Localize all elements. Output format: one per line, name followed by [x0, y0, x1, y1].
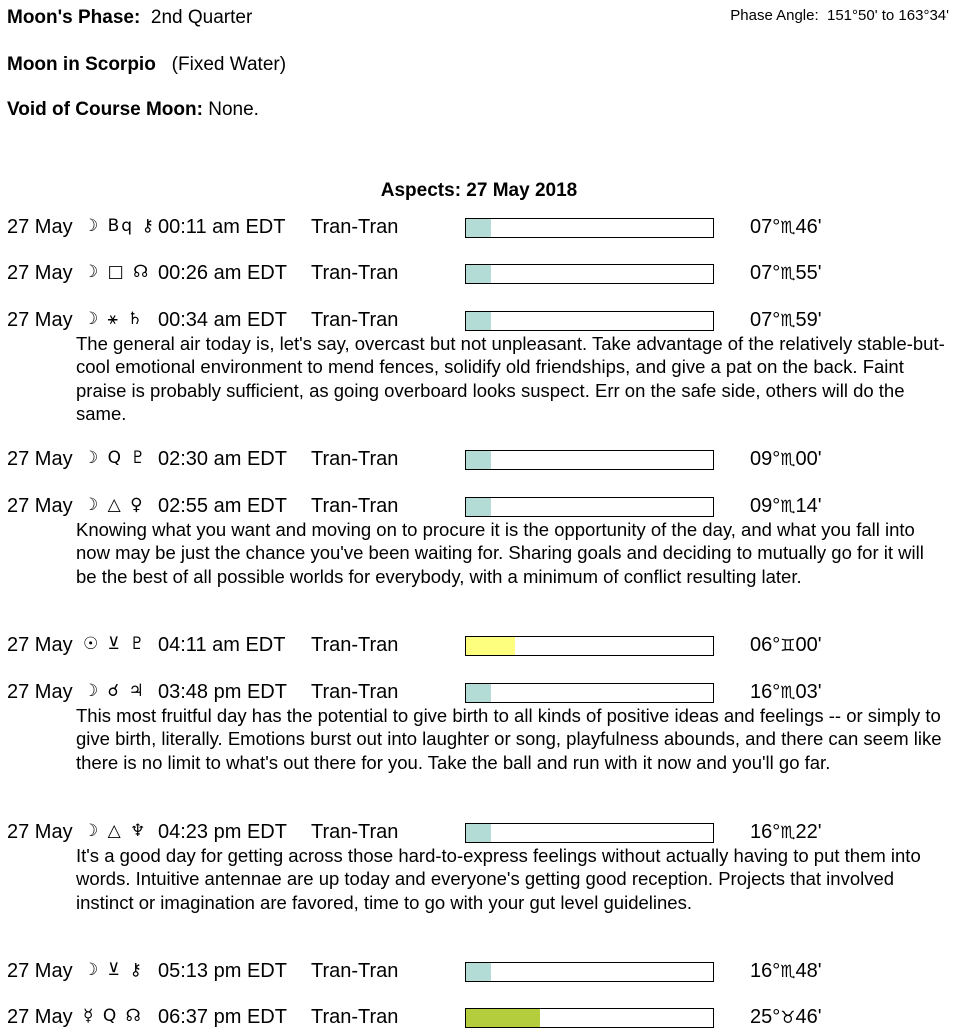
aspect-kind: Tran-Tran: [311, 262, 399, 284]
position-minutes: 46': [795, 216, 822, 238]
position-degree: 07°: [750, 262, 781, 284]
aspect-description: It's a good day for getting across those hard-to-express feelings without actually having to put them into words. Intuitive antennae are up today and everyone's getting good reception. Projects that involved instinct or imagination are favored, time to go with your gut level guidelines.: [76, 845, 921, 913]
position-minutes: 14': [795, 495, 822, 517]
phase-angle-label: Phase Angle:: [730, 7, 819, 24]
aspect-date: 27 May: [7, 448, 73, 470]
strength-bar-fill: [466, 684, 491, 702]
aspect-time: 00:11 am EDT: [158, 216, 286, 238]
strength-bar: [465, 823, 714, 843]
aspect-kind: Tran-Tran: [311, 495, 399, 517]
aspect-glyphs: ☽ △ ♀: [83, 495, 145, 515]
aspect-row: [0, 634, 958, 660]
aspect-kind: Tran-Tran: [311, 448, 399, 470]
aspect-glyphs: ☿ Q ☊: [83, 1006, 143, 1026]
scorpio-icon: ♏: [780, 450, 796, 470]
aspect-time: 00:26 am EDT: [158, 262, 287, 284]
strength-bar-fill: [466, 219, 491, 237]
aspect-glyphs: ☽ △ ♆: [83, 821, 148, 841]
strength-bar: [465, 311, 714, 331]
aspect-date: 27 May: [7, 634, 73, 656]
scorpio-icon: ♏: [780, 218, 796, 238]
position-minutes: 22': [795, 821, 822, 843]
zodiac-position: [750, 216, 822, 239]
aspect-time: 03:48 pm EDT: [158, 681, 287, 703]
aspect-date: 27 May: [7, 821, 73, 843]
aspect-kind: Tran-Tran: [311, 309, 399, 331]
strength-bar: [465, 497, 714, 517]
position-minutes: 00': [795, 634, 822, 656]
moon-sign-label: Moon in Scorpio: [7, 54, 156, 75]
void-of-course-label: Void of Course Moon:: [7, 99, 203, 120]
zodiac-position: [750, 634, 822, 657]
strength-bar: [465, 962, 714, 982]
aspect-time: 02:30 am EDT: [158, 448, 287, 470]
scorpio-icon: ♏: [780, 497, 796, 517]
zodiac-position: [750, 448, 822, 471]
position-degree: 09°: [750, 448, 781, 470]
position-degree: 06°: [750, 634, 781, 656]
strength-bar-fill: [466, 637, 515, 655]
zodiac-position: [750, 960, 822, 983]
aspects-title: Aspects: 27 May 2018: [380, 180, 578, 201]
aspect-kind: Tran-Tran: [311, 634, 399, 656]
zodiac-position: [750, 262, 822, 285]
position-degree: 09°: [750, 495, 781, 517]
moon-phase-line: [7, 7, 252, 29]
aspect-time: 05:13 pm EDT: [158, 960, 287, 982]
moon-phase-value: 2nd Quarter: [150, 7, 253, 28]
zodiac-position: [750, 1006, 822, 1029]
aspect-time: 02:55 am EDT: [158, 495, 287, 517]
aspect-date: 27 May: [7, 681, 73, 703]
zodiac-position: [750, 821, 822, 844]
strength-bar: [465, 450, 714, 470]
position-minutes: 59': [795, 309, 822, 331]
aspect-row: [0, 262, 958, 288]
strength-bar-fill: [466, 1009, 540, 1027]
aspect-description: Knowing what you want and moving on to procure it is the opportunity of the day, and what you fall into now may be just the chance you've been waiting for. Sharing goals and deciding to mutually go for it will be the best of all possible worlds for everybody, with a minimum of conflict resulting later.: [76, 519, 924, 587]
position-degree: 07°: [750, 216, 781, 238]
aspect-time: 00:34 am EDT: [158, 309, 287, 331]
strength-bar-fill: [466, 451, 491, 469]
aspect-kind: Tran-Tran: [311, 821, 399, 843]
aspect-date: 27 May: [7, 1006, 73, 1028]
aspect-kind: Tran-Tran: [311, 1006, 399, 1028]
phase-angle: [730, 7, 949, 24]
aspect-glyphs: ☽ ⊻ ⚷: [83, 960, 144, 980]
aspect-glyphs: ☽ □ ☊: [83, 262, 151, 282]
void-of-course-line: [7, 99, 259, 121]
aspect-date: 27 May: [7, 216, 73, 238]
scorpio-icon: ♏: [780, 311, 796, 331]
position-minutes: 00': [795, 448, 822, 470]
strength-bar-fill: [466, 265, 491, 283]
position-minutes: 03': [795, 681, 822, 703]
aspect-kind: Tran-Tran: [311, 216, 399, 238]
scorpio-icon: ♏: [780, 823, 796, 843]
strength-bar-fill: [466, 498, 491, 516]
taurus-icon: ♉: [780, 1008, 796, 1028]
aspect-date: 27 May: [7, 495, 73, 517]
aspect-description: This most fruitful day has the potential to give birth to all kinds of positive ideas and feelings -- or simply to give birth, literally. Emotions burst out into laughter or song, playfulness abounds, and there can seem like there is no limit to what's out there for you. Take the ball and run with it now and you'll go far.: [76, 705, 942, 773]
strength-bar-fill: [466, 312, 491, 330]
position-minutes: 48': [795, 960, 822, 982]
position-minutes: 55': [795, 262, 822, 284]
moon-sign-line: [7, 54, 286, 76]
aspect-glyphs: ☽ Q ♇: [83, 448, 148, 468]
aspect-glyphs: ☽ ☌ ♃: [83, 681, 146, 701]
strength-bar: [465, 636, 714, 656]
zodiac-position: [750, 309, 822, 332]
scorpio-icon: ♏: [780, 683, 796, 703]
phase-angle-value: 151°50' to 163°34': [827, 7, 949, 24]
strength-bar-fill: [466, 963, 491, 981]
position-minutes: 46': [795, 1006, 822, 1028]
position-degree: 16°: [750, 681, 781, 703]
aspect-row: [0, 1006, 958, 1032]
aspect-kind: Tran-Tran: [311, 681, 399, 703]
strength-bar: [465, 683, 714, 703]
aspect-date: 27 May: [7, 262, 73, 284]
aspect-row: [0, 216, 958, 242]
strength-bar: [465, 218, 714, 238]
aspect-row: [0, 960, 958, 986]
strength-bar: [465, 1008, 714, 1028]
void-of-course-value: None.: [208, 99, 259, 120]
scorpio-icon: ♏: [780, 962, 796, 982]
aspect-description: The general air today is, let's say, overcast but not unpleasant. Take advantage of the relatively stable-but-cool emotional environment to mend fences, solidify old friendships, and give a pat on the back. Faint praise is probably sufficient, as going overboard looks suspect. Err on the safe side, others will do the same.: [76, 333, 945, 424]
aspect-date: 27 May: [7, 309, 73, 331]
aspect-row: [0, 448, 958, 474]
gemini-icon: ♊: [780, 636, 796, 656]
zodiac-position: [750, 681, 822, 704]
strength-bar-fill: [466, 824, 491, 842]
moon-sign-value: (Fixed Water): [171, 54, 287, 75]
position-degree: 16°: [750, 960, 781, 982]
strength-bar: [465, 264, 714, 284]
aspect-date: 27 May: [7, 960, 73, 982]
aspect-time: 06:37 pm EDT: [158, 1006, 287, 1028]
position-degree: 25°: [750, 1006, 781, 1028]
aspect-time: 04:11 am EDT: [158, 634, 286, 656]
zodiac-position: [750, 495, 822, 518]
aspect-time: 04:23 pm EDT: [158, 821, 287, 843]
aspect-glyphs: ☽ ⚹ ♄: [83, 309, 145, 329]
scorpio-icon: ♏: [780, 264, 796, 284]
aspect-kind: Tran-Tran: [311, 960, 399, 982]
moon-phase-label: Moon's Phase:: [7, 7, 141, 28]
position-degree: 16°: [750, 821, 781, 843]
aspect-glyphs: ☉ ⊻ ♇: [83, 634, 147, 654]
aspect-glyphs: ☽ Bq ⚷: [83, 216, 156, 236]
position-degree: 07°: [750, 309, 781, 331]
